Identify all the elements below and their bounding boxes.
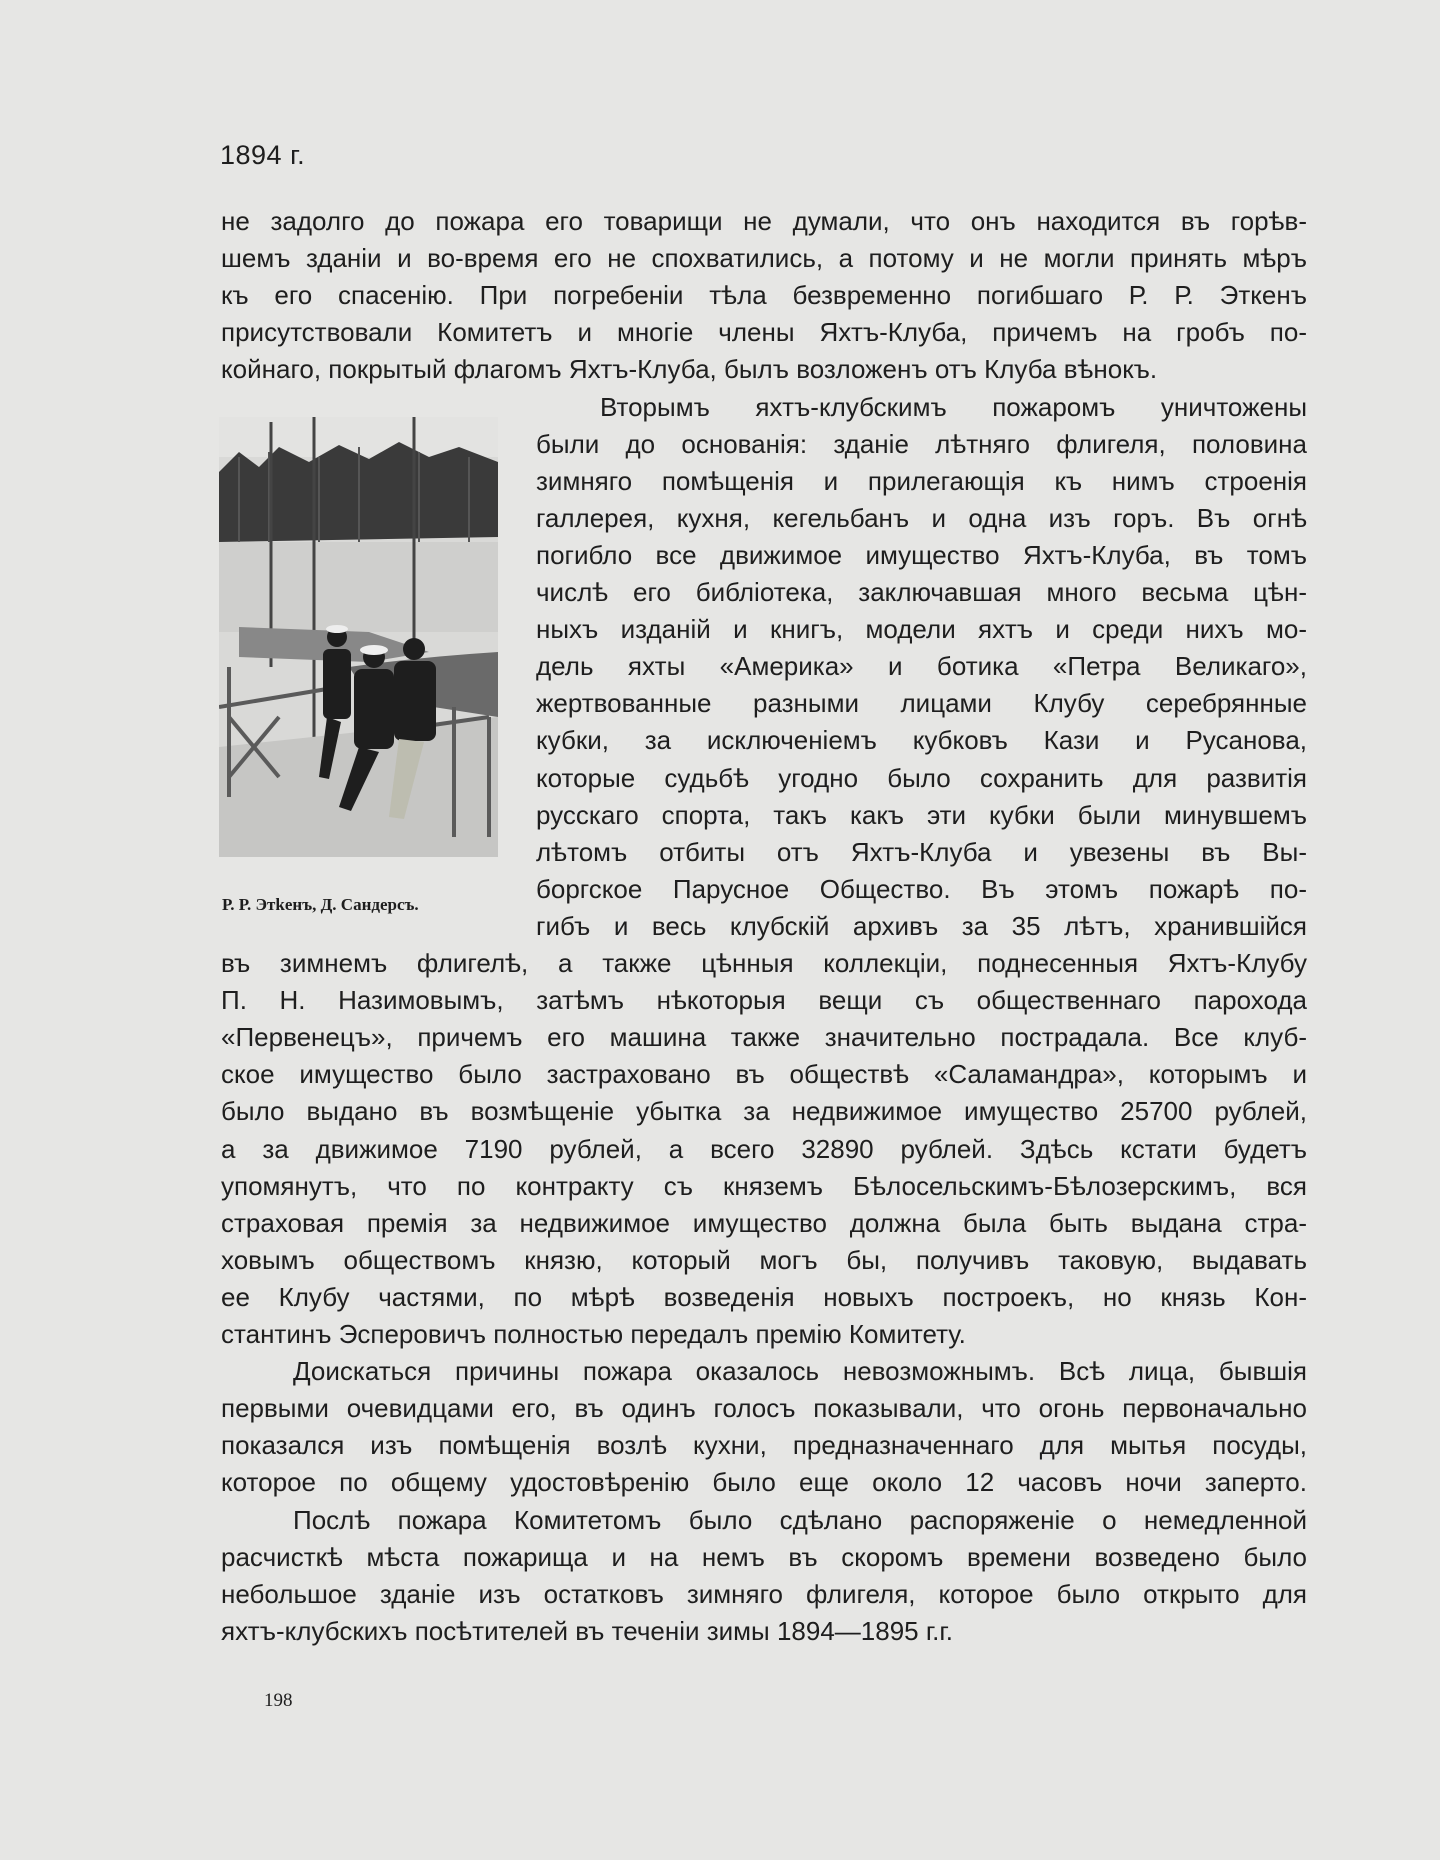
text-line: койнаго, покрытый флагомъ Яхтъ-Клуба, былъ возложенъ отъ Клуба вѣнокъ. (221, 354, 1158, 385)
text-line: погибло все движимое имущество Яхтъ-Клуба, въ томъ (536, 539, 1307, 570)
text-line: жертвованные разными лицами Клубу серебрянные (536, 688, 1307, 719)
text-line: упомянутъ, что по контракту съ княземъ Бѣлосельскимъ-Бѣлозерскимъ, вся (221, 1170, 1307, 1201)
text-line: были до основанія: зданіе лѣтняго флигеля, половина (536, 428, 1307, 459)
text-line: въ зимнемъ флигелѣ, а также цѣнныя коллекціи, поднесенныя Яхтъ-Клубу (221, 948, 1307, 978)
running-header-year: 1894 г. (220, 140, 306, 170)
text-line: было выдано въ возмѣщеніе убытка за недвижимое имущество 25700 рублей, (221, 1096, 1307, 1127)
text-line: Послѣ пожара Комитетомъ было сдѣлано распоряженіе о немедленной (293, 1504, 1307, 1535)
text-line: ское имущество было застраховано въ обществѣ «Саламандра», которымъ и (221, 1059, 1307, 1090)
photo-yacht-club-members (219, 417, 498, 857)
text-line: не задолго до пожара его товарищи не думали, что онъ находится въ горѣв- (221, 206, 1307, 236)
text-line: П. Н. Назимовымъ, затѣмъ нѣкоторыя вещи съ общественнаго парохода (221, 985, 1307, 1016)
text-line: кубки, за исключеніемъ кубковъ Кази и Русанова, (536, 725, 1307, 756)
text-line: русскаго спорта, такъ какъ эти кубки были минувшемъ (536, 799, 1307, 830)
text-line: лѣтомъ отбиты отъ Яхтъ-Клуба и увезены въ Вы- (536, 836, 1307, 867)
text-line: страховая премія за недвижимое имущество должна была быть выдана стра- (221, 1207, 1307, 1238)
text-line: ныхъ изданій и книгъ, модели яхтъ и среди нихъ мо- (536, 614, 1307, 645)
text-line: ее Клубу частями, по мѣрѣ возведенія новыхъ построекъ, но князь Кон- (221, 1281, 1307, 1312)
text-line: расчисткѣ мѣста пожарища и на немъ въ скоромъ времени возведено было (221, 1541, 1307, 1572)
text-line: Доискаться причины пожара оказалось невозможнымъ. Всѣ лица, бывшія (293, 1356, 1307, 1387)
text-line: стантинъ Эсперовичъ полностью передалъ премію Комитету. (221, 1319, 966, 1349)
text-line: шемъ зданіи и во-время его не спохватились, а потому и не могли принять мѣръ (221, 243, 1307, 274)
text-line: боргское Парусное Общество. Въ этомъ пожарѣ по- (536, 873, 1307, 904)
text-line: «Первенецъ», причемъ его машина также значительно пострадала. Все клуб- (221, 1022, 1307, 1053)
photo-caption: Р. Р. Этkенъ, Д. Сандерсъ. (222, 895, 419, 914)
text-line: первыми очевидцами его, въ одинъ голосъ показывали, что огонь первоначально (221, 1393, 1307, 1424)
text-line: числѣ его библіотека, заключавшая много весьма цѣн- (536, 577, 1307, 607)
text-line: а за движимое 7190 рублей, а всего 32890 рублей. Здѣсь кстати будетъ (221, 1133, 1307, 1164)
text-line: къ его спасенію. При погребеніи тѣла безвременно погибшаго Р. Р. Эткенъ (221, 280, 1307, 311)
text-line: показался изъ помѣщенія возлѣ кухни, предназначеннаго для мытья посуды, (221, 1430, 1307, 1461)
text-line: дель яхты «Америка» и ботика «Петра Великаго», (536, 651, 1307, 682)
text-line: зимняго помѣщенія и прилегающія къ нимъ строенія (536, 465, 1307, 496)
text-line: яхтъ-клубскихъ посѣтителей въ теченіи зимы 1894—1895 г.г. (221, 1615, 953, 1646)
text-line: Вторымъ яхтъ-клубскимъ пожаромъ уничтожены (600, 391, 1307, 422)
page-number: 198 (264, 1690, 293, 1711)
text-line: гибъ и весь клубскій архивъ за 35 лѣтъ, хранившійся (536, 910, 1307, 941)
text-line: ховымъ обществомъ князю, который могъ бы, получивъ таковую, выдавать (221, 1244, 1307, 1275)
text-line: небольшое зданіе изъ остатковъ зимняго флигеля, которое было открыто для (221, 1578, 1307, 1609)
text-line: присутствовали Комитетъ и многіе члены Яхтъ-Клуба, причемъ на гробъ по- (221, 317, 1307, 348)
text-line: которое по общему удостовѣренію было еще около 12 часовъ ночи заперто. (221, 1467, 1307, 1498)
text-line: галлерея, кухня, кегельбанъ и одна изъ горъ. Въ огнѣ (536, 502, 1307, 533)
text-line: которые судьбѣ угодно было сохранить для развитія (536, 762, 1307, 793)
